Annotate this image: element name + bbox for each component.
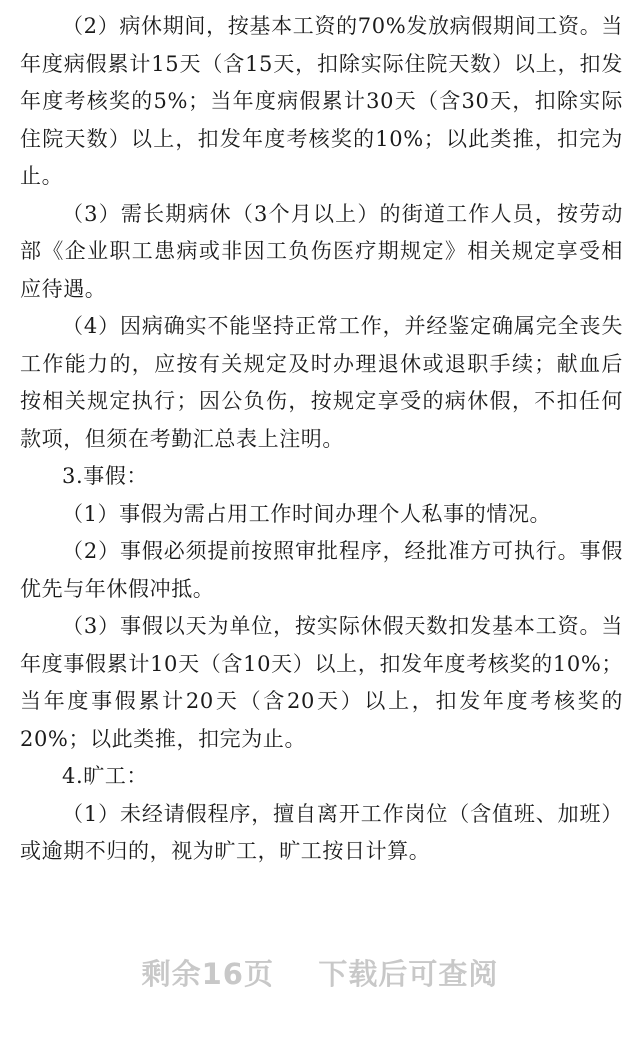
remaining-pages-label: 剩余16页: [141, 957, 274, 991]
paragraph-personal-leave-deduction: （3）事假以天为单位，按实际休假天数扣发基本工资。当年度事假累计10天（含10天）以上，扣发年度考核奖的10%；当年度事假累计20天（含20天）以上，扣发年度考核奖的20%；以此类推，扣完为止。: [20, 614, 623, 751]
section-heading-absenteeism: 4.旷工：: [62, 764, 149, 788]
remaining-pages-notice: [0, 952, 640, 993]
paragraph-absenteeism-definition: （1）未经请假程序，擅自离开工作岗位（含值班、加班）或逾期不归的，视为旷工，旷工按日计算。: [20, 801, 623, 863]
paragraph-long-term-sick-leave: （3）需长期病休（3个月以上）的街道工作人员，按劳动部《企业职工患病或非因工负伤医疗期规定》相关规定享受相应待遇。: [20, 201, 623, 301]
paragraph-personal-leave-definition: （1）事假为需占用工作时间办理个人私事的情况。: [62, 501, 552, 526]
paragraph-personal-leave-approval: （2）事假必须提前按照审批程序，经批准方可执行。事假优先与年休假冲抵。: [20, 539, 623, 601]
section-heading-personal-leave: 3.事假：: [62, 464, 149, 488]
download-hint-label: 下载后可查阅: [318, 957, 499, 991]
paragraph-sick-leave-pay: （2）病休期间，按基本工资的70%发放病假期间工资。当年度病假累计15天（含15天，扣除实际住院天数）以上，扣发年度考核奖的5%；当年度病假累计30天（含30天，扣除实际住院天数）以上，扣发年度考核奖的10%；以此类推，扣完为止。: [20, 14, 623, 188]
document-body: [20, 8, 623, 871]
paragraph-incapacity-and-injury: （4）因病确实不能坚持正常工作，并经鉴定确属完全丧失工作能力的，应按有关规定及时办理退休或退职手续；献血后按相关规定执行；因公负伤，按规定享受的病休假，不扣任何款项，但须在考勤汇总表上注明。: [20, 314, 623, 451]
